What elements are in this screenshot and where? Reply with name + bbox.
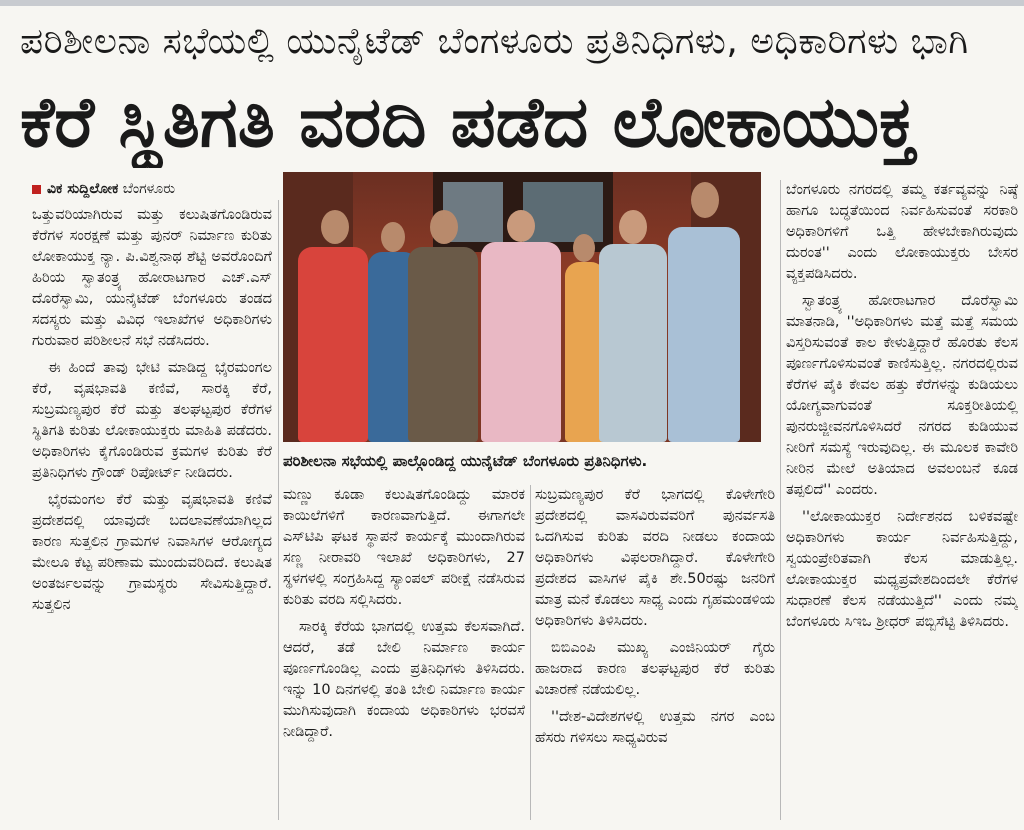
column-2 — [283, 485, 525, 820]
column-divider — [780, 180, 781, 820]
paragraph: ಸಾರಕ್ಕಿ ಕೆರೆಯ ಭಾಗದಲ್ಲಿ ಉತ್ತಮ ಕೆಲಸವಾಗಿದೆ. ಆದರೆ, ತಡೆ ಬೇಲಿ ನಿರ್ಮಾಣ ಕಾರ್ಯ ಪೂರ್ಣಗೊಂಡಿಲ್ಲ ಎಂದು ಪ್ರತಿನಿಧಿಗಳು ತಿಳಿಸಿದರು. ಇನ್ನು 10 ದಿನಗಳಲ್ಲಿ ತಂತಿ ಬೇಲಿ ನಿರ್ಮಾಣ ಕಾರ್ಯ ಮುಗಿಸುವುದಾಗಿ ಕಂದಾಯ ಅಧಿಕಾರಿಗಳು ಭರವಸೆ ನೀಡಿದ್ದಾರೆ. — [283, 619, 525, 740]
paragraph: ''ದೇಶ-ವಿದೇಶಗಳಲ್ಲಿ ಉತ್ತಮ ನಗರ ಎಂಬ ಹೆಸರು ಗಳಿಸಲು ಸಾಧ್ಯವಿರುವ — [535, 709, 775, 746]
paragraph: ಒತ್ತುವರಿಯಾಗಿರುವ ಮತ್ತು ಕಲುಷಿತಗೊಂಡಿರುವ ಕೆರೆಗಳ ಸಂರಕ್ಷಣೆ ಮತ್ತು ಪುನರ್ ನಿರ್ಮಾಣ ಕುರಿತು ಲೋಕಾಯುಕ್ತ ನ್ಯಾ. ಪಿ.ವಿಶ್ವನಾಥ ಶೆಟ್ಟಿ ಅವರೊಂದಿಗೆ ಹಿರಿಯ ಸ್ವಾತಂತ್ರ್ಯ ಹೋರಾಟಗಾರ ಎಚ್.ಎಸ್ ದೊರೆಸ್ವಾಮಿ, ಯುನೈಟೆಡ್ ಬೆಂಗಳೂರು ತಂಡದ ಸದಸ್ಯರು ಮತ್ತು ವಿವಿಧ ಇಲಾಖೆಗಳ ಅಧಿಕಾರಿಗಳು ಗುರುವಾರ ಪರಿಶೀಲನೆ ಸಭೆ ನಡೆಸಿದರು. — [32, 207, 272, 349]
byline-city: ಬೆಂಗಳೂರು — [122, 181, 176, 197]
paragraph: ''ಲೋಕಾಯುಕ್ತರ ನಿರ್ದೇಶನದ ಬಳಿಕವಷ್ಟೇ ಅಧಿಕಾರಿಗಳು ಕಾರ್ಯ ನಿರ್ವಹಿಸುತ್ತಿದ್ದು, ಸ್ವಯಂಪ್ರೇರಿತವಾಗಿ ಕೆಲಸ ಮಾಡುತ್ತಿಲ್ಲ. ಲೋಕಾಯುಕ್ತರ ಮಧ್ಯಪ್ರವೇಶದಿಂದಲೇ ಕೆರೆಗಳ ಸುಧಾರಣೆ ಕೆಲಸ ನಡೆಯುತ್ತಿದೆ'' ಎಂದು ನಮ್ಮ ಬೆಂಗಳೂರು ಸಿಇಒ ಶ್ರೀಧರ್ ಪಬ್ಬಿಸೆಟ್ಟಿ ತಿಳಿಸಿದರು. — [786, 509, 1018, 630]
column-1 — [32, 205, 272, 820]
news-photo — [283, 172, 761, 442]
top-rule — [0, 0, 1024, 6]
byline-marker-icon — [32, 185, 41, 194]
paragraph: ಈ ಹಿಂದೆ ತಾವು ಭೇಟಿ ಮಾಡಿದ್ದ ಭೈರಮಂಗಲ ಕೆರೆ, ವೃಷಭಾವತಿ ಕಣಿವೆ, ಸಾರಕ್ಕಿ ಕೆರೆ, ಸುಬ್ರಮಣ್ಯಪುರ ಕೆರೆ ಮತ್ತು ತಲಘಟ್ಟಪುರ ಕೆರೆಗಳ ಸ್ಥಿತಿಗತಿ ಕುರಿತು ಲೋಕಾಯುಕ್ತರು ಮಾಹಿತಿ ಪಡೆದರು. ಅಧಿಕಾರಿಗಳು ಕೈಗೊಂಡಿರುವ ಕ್ರಮಗಳ ಕುರಿತು ಕೆರೆ ಪ್ರತಿನಿಧಿಗಳು ಗ್ರೌಂಡ್ ರಿಪೋರ್ಟ್ ನೀಡಿದರು. — [32, 360, 272, 481]
paragraph: ಭೈರಮಂಗಲ ಕೆರೆ ಮತ್ತು ವೃಷಭಾವತಿ ಕಣಿವೆ ಪ್ರದೇಶದಲ್ಲಿ ಯಾವುದೇ ಬದಲಾವಣೆಯಾಗಿಲ್ಲದ ಕಾರಣ ಸುತ್ತಲಿನ ಗ್ರಾಮಗಳ ನಿವಾಸಿಗಳ ಆರೋಗ್ಯದ ಮೇಲೂ ಕೆಟ್ಟ ಪರಿಣಾಮ ಮುಂದುವರಿದಿದೆ. ಕಲುಷಿತ ಅಂತರ್ಜಲವನ್ನು ಗ್ರಾಮಸ್ಥರು ಸೇವಿಸುತ್ತಿದ್ದಾರೆ. ಸುತ್ತಲಿನ — [32, 492, 272, 613]
subheadline: ಪರಿಶೀಲನಾ ಸಭೆಯಲ್ಲಿ ಯುನೈಟೆಡ್ ಬೆಂಗಳೂರು ಪ್ರತಿನಿಧಿಗಳು, ಅಧಿಕಾರಿಗಳು ಭಾಗಿ — [20, 21, 969, 62]
column-3 — [535, 485, 775, 820]
photo-caption: ಪರಿಶೀಲನಾ ಸಭೆಯಲ್ಲಿ ಪಾಲ್ಗೊಂಡಿದ್ದ ಯುನೈಟೆಡ್ ಬೆಂಗಳೂರು ಪ್ರತಿನಿಧಿಗಳು. — [283, 452, 648, 470]
column-4 — [786, 180, 1018, 820]
headline: ಕೆರೆ ಸ್ಥಿತಿಗತಿ ವರದಿ ಪಡೆದ ಲೋಕಾಯುಕ್ತ — [20, 81, 917, 163]
paragraph: ಬಿಬಿಎಂಪಿ ಮುಖ್ಯ ಎಂಜಿನಿಯರ್ ಗೈರು ಹಾಜರಾದ ಕಾರಣ ತಲಘಟ್ಟಪುರ ಕೆರೆ ಕುರಿತು ವಿಚಾರಣೆ ನಡೆಯಲಿಲ್ಲ. — [535, 640, 775, 698]
paragraph: ಸ್ವಾತಂತ್ರ್ಯ ಹೋರಾಟಗಾರ ದೊರೆಸ್ವಾಮಿ ಮಾತನಾಡಿ, ''ಅಧಿಕಾರಿಗಳು ಮತ್ತೆ ಮತ್ತೆ ಸಮಯ ವಿಸ್ತರಿಸುವಂತೆ ಕಾಲ ಕೇಳುತ್ತಿದ್ದಾರೆ ಹೊರತು ಕೆಲಸ ಪೂರ್ಣಗೊಳಿಸುವಂತೆ ಕಾಣಿಸುತ್ತಿಲ್ಲ. ನಗರದಲ್ಲಿರುವ ಕೆರೆಗಳ ಪೈಕಿ ಕೇವಲ ಹತ್ತು ಕೆರೆಗಳನ್ನು ಕುಡಿಯಲು ಯೋಗ್ಯವಾಗುವಂತೆ ಸೂಕ್ತರೀತಿಯಲ್ಲಿ ಪುನರುಜ್ಜೀವನಗೊಳಿಸಿದರೆ ನಗರದ ಕುಡಿಯುವ ನೀರಿಗೆ ಸಮಸ್ಯೆ ಇರುವುದಿಲ್ಲ. ಈ ಮೂಲಕ ಕಾವೇರಿ ನೀರಿನ ಮೇಲೆ ಅತಿಯಾದ ಅವಲಂಬನೆ ಕೂಡ ತಪ್ಪಲಿದೆ'' ಎಂದರು. — [786, 293, 1018, 498]
column-divider — [530, 485, 531, 820]
byline-source: ವಿಕ ಸುದ್ದಿಲೋಕ — [47, 181, 119, 197]
paragraph: ಬೆಂಗಳೂರು ನಗರದಲ್ಲಿ ತಮ್ಮ ಕರ್ತವ್ಯವನ್ನು ನಿಷ್ಠೆ ಹಾಗೂ ಬದ್ಧತೆಯಿಂದ ನಿರ್ವಹಿಸುವಂತೆ ಸರಕಾರಿ ಅಧಿಕಾರಿಗಳಿಗೆ ಒತ್ತಿ ಹೇಳಬೇಕಾಗಿರುವುದು ದುರಂತ'' ಎಂದು ಲೋಕಾಯುಕ್ತರು ಬೇಸರ ವ್ಯಕ್ತಪಡಿಸಿದರು. — [786, 182, 1018, 282]
column-divider — [278, 200, 279, 820]
paragraph: ಮಣ್ಣು ಕೂಡಾ ಕಲುಷಿತಗೊಂಡಿದ್ದು ಮಾರಕ ಕಾಯಿಲೆಗಳಿಗೆ ಕಾರಣವಾಗುತ್ತಿದೆ. ಈಗಾಗಲೇ ಎಸ್‌ಟಿಪಿ ಘಟಕ ಸ್ಥಾಪನೆ ಕಾರ್ಯಕ್ಕೆ ಮುಂದಾಗಿರುವ ಸಣ್ಣ ನೀರಾವರಿ ಇಲಾಖೆ ಅಧಿಕಾರಿಗಳು, 27 ಸ್ಥಳಗಳಲ್ಲಿ ಸಂಗ್ರಹಿಸಿದ್ದ ಸ್ಯಾಂಪಲ್ ಪರೀಕ್ಷೆ ನಡೆಸಿರುವ ಕುರಿತು ವರದಿ ಸಲ್ಲಿಸಿದರು. — [283, 487, 525, 608]
byline — [32, 178, 272, 200]
paragraph: ಸುಬ್ರಮಣ್ಯಪುರ ಕೆರೆ ಭಾಗದಲ್ಲಿ ಕೊಳೇಗೇರಿ ಪ್ರದೇಶದಲ್ಲಿ ವಾಸವಿರುವವರಿಗೆ ಪುನರ್ವಸತಿ ಒದಗಿಸುವ ಕುರಿತು ವರದಿ ನೀಡಲು ಕಂದಾಯ ಅಧಿಕಾರಿಗಳು ವಿಫಲರಾಗಿದ್ದಾರೆ. ಕೊಳೇಗೇರಿ ಪ್ರದೇಶದ ವಾಸಿಗಳ ಪೈಕಿ ಶೇ.50ರಷ್ಟು ಜನರಿಗೆ ಮಾತ್ರ ಮನೆ ಕೊಡಲು ಸಾಧ್ಯ ಎಂದು ಗೃಹಮಂಡಳಿಯ ಅಧಿಕಾರಿಗಳು ತಿಳಿಸಿದರು. — [535, 487, 775, 629]
